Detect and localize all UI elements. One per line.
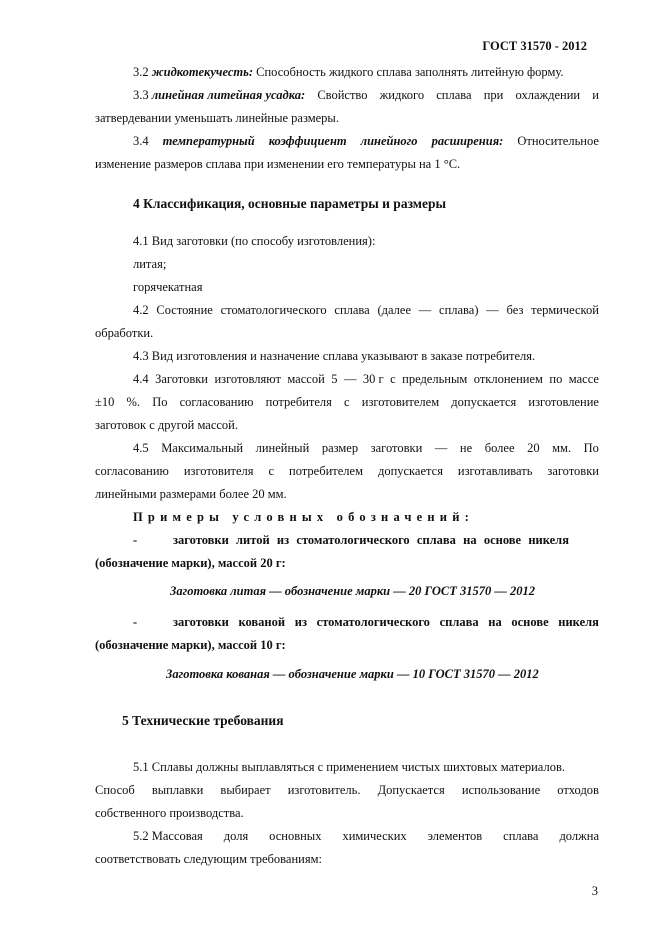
paragraph-4-4-line-2: ±10 %. По согласованию потребителя с изготовителем допускается изготовление (95, 395, 599, 409)
paragraph-5-2-line-2: соответствовать следующим требованиям: (95, 852, 322, 866)
document-id: ГОСТ 31570 - 2012 (482, 39, 587, 53)
example-1-line-2: (обозначение марки), массой 20 г: (95, 556, 286, 570)
paragraph-5-1-line-3: собственного производства. (95, 806, 244, 820)
paragraph-4-3: 4.3 Вид изготовления и назначение сплава указывают в заказе потребителя. (133, 349, 536, 363)
term: жидкотекучесть: (151, 65, 253, 79)
example-2-line-2: (обозначение марки), массой 10 г: (95, 638, 286, 652)
list-item: литая; (133, 257, 167, 271)
paragraph-3-2 (133, 64, 564, 80)
paragraph-3-4-line-1: 3.4 температурный коэффициент линейного расширения: Относительное (133, 134, 599, 148)
paragraph-4-4-line-3: заготовок с другой массой. (95, 418, 238, 432)
paragraph-4-5-line-2: согласованию изготовителя с потребителем допускается изготавливать заготовки (95, 464, 599, 478)
example-2-line-1: заготовки кованой из стоматологического сплава на основе никеля (173, 615, 599, 629)
paragraph-4-5-line-3: линейными размерами более 20 мм. (95, 487, 287, 501)
paragraph-4-2-line-2: обработки. (95, 326, 154, 340)
paragraph-4-1: 4.1 Вид заготовки (по способу изготовления): (133, 234, 376, 248)
clause-number-and-term: 3.3 линейная литейная усадка: (133, 88, 306, 102)
section-4-heading: 4 Классификация, основные параметры и размеры (133, 196, 447, 211)
paragraph-3-4-line-2: изменение размеров сплава при изменении его температуры на 1 °С. (95, 157, 461, 171)
paragraph-3-3-line-2: затвердевании уменьшать линейные размеры. (95, 111, 339, 125)
paragraph-5-1-line-1: 5.1 Сплавы должны выплавляться с применением чистых шихтовых материалов. (133, 760, 565, 774)
list-item: горячекатная (133, 280, 203, 294)
paragraph-5-2-line-1: 5.2 Массовая доля основных химических элементов сплава должна (133, 829, 599, 843)
example-2-designation: Заготовка кованая — обозначение марки — 10 ГОСТ 31570 — 2012 (166, 667, 539, 681)
paragraph-4-4-line-1: 4.4 Заготовки изготовляют массой 5 — 30 г с предельным отклонением по массе (133, 372, 599, 386)
examples-heading: Примеры условных обозначений: (133, 510, 474, 524)
paragraph-4-2-line-1: 4.2 Состояние стоматологического сплава (далее — сплава) — без термической (133, 303, 599, 317)
paragraph-5-1-line-2: Способ выплавки выбирает изготовитель. Допускается использование отходов (95, 783, 599, 797)
paragraph-4-5-line-1: 4.5 Максимальный линейный размер заготовки — не более 20 мм. По (133, 441, 599, 455)
definition: Способность жидкого сплава заполнять литейную форму. (256, 65, 564, 79)
example-1-dash: - (133, 533, 138, 547)
example-1-line-1: заготовки литой из стоматологического сплава на основе никеля (173, 533, 569, 547)
paragraph-3-3-line-1: 3.3 линейная литейная усадка: Свойство жидкого сплава при охлаждении и (133, 88, 599, 102)
example-2-dash: - (133, 615, 138, 629)
section-5-heading: 5 Технические требования (122, 713, 284, 728)
clause-number: 3.2 (133, 65, 149, 79)
page-number: 3 (591, 884, 598, 898)
example-1-designation: Заготовка литая — обозначение марки — 20 ГОСТ 31570 — 2012 (170, 584, 536, 598)
